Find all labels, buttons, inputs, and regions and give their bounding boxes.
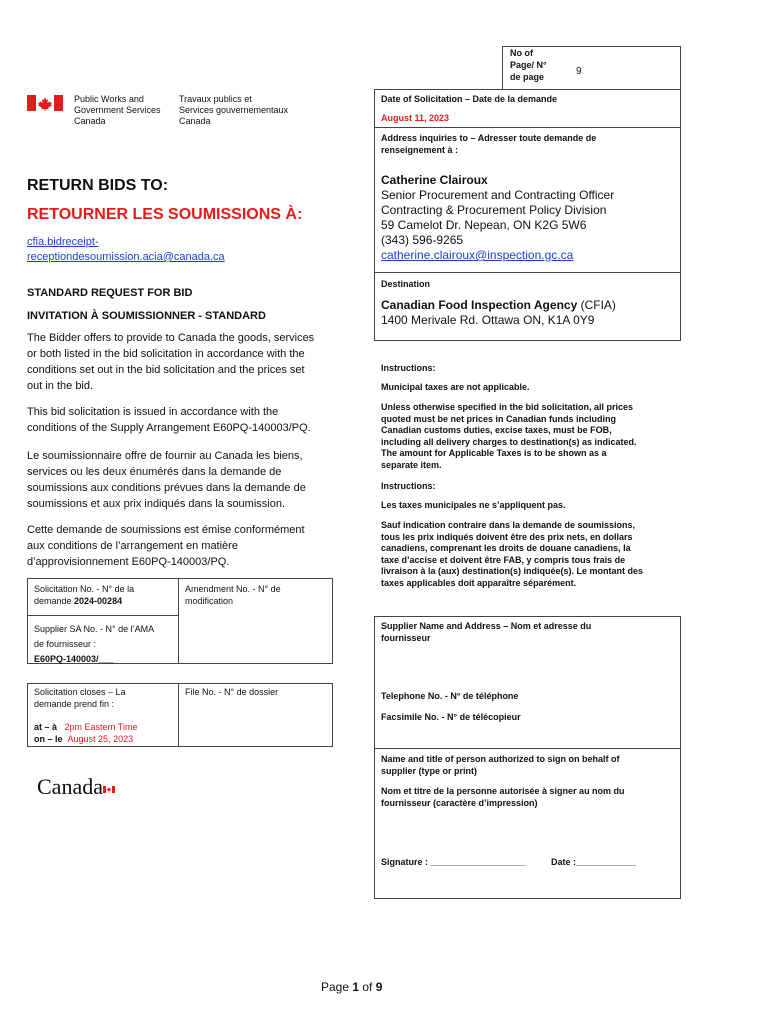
bidder-offer-en: The Bidder offers to provide to Canada the goods, services or both listed in the bid solicitation in accordance with the conditions set out in the bid solicitation and the prices set out in the bid. [27,332,315,392]
wordmark-flag-icon [103,773,115,780]
issued-accordance-fr: Cette demande de soumissions est émise conformément aux conditions de l’arrangement en matière d’approvisionnement E60PQ-140003/PQ. [27,524,305,568]
supplier-name-label: Supplier Name and Address – Nom et adresse du fournisseur [381,621,592,643]
dept-name-en: Public Works and Government Services Canada [74,94,161,126]
date-label: Date of Solicitation – Date de la demande [381,94,558,104]
solicitation-closes: Solicitation closes – La demande prend fin : [34,687,126,709]
file-number: File No. - N° de dossier [185,687,279,697]
instructions-en: Instructions: Municipal taxes are not applicable. Unless otherwise specified in the bid solicitation, all prices quoted must be net prices in Canadian funds including Canadian customs duties, excise taxes, must be FOB, including all delivery charges to destination(s) as indicated. The amount for Applicable Taxes is to be shown as a separate item. [381,363,637,470]
return-bids-fr: RETOURNER LES SOUMISSIONS À: [27,206,303,223]
issued-accordance-en: This bid solicitation is issued in accordance with the conditions of the Supply Arrangement E60PQ-140003/PQ. [27,406,311,434]
return-bids-email-link[interactable]: cfia.bidreceipt- receptiondesoumission.acia@canada.ca [27,236,225,263]
instructions-fr: Instructions: Les taxes municipales ne s’appliquent pas. Sauf indication contraire dans la demande de soumissions, tous les prix indiqués doivent être des prix nets, en dollars canadiens, comprenant les droits de douane canadiens, la taxe d’accise et doivent être FAB, y compris tous frais de livraison à la (aux) destination(s) indiquée(s). Le montant des taxes applicables doit apparaître séparément. [381,481,644,588]
bidder-offer-fr: Le soumissionnaire offre de fournir au Canada les biens, services ou les deux énumérés dans la demande de soumissions aux conditions prévues dans la demande de soumissions et aux prix indiqués dans la soumission. [27,450,306,510]
closing-time: at – à 2pm Eastern Time [34,722,138,732]
divider [178,578,179,664]
supplier-phone-label: Telephone No. - N° de téléphone [381,691,519,701]
closing-date: on – le August 25, 2023 [34,734,134,744]
inquiries-label: Address inquiries to – Adresser toute demande de renseignement à : [381,133,597,155]
divider [27,615,178,616]
solicitation-number: Solicitation No. - N° de la demande 2024-00284 [34,584,135,606]
amendment-number: Amendment No. - N° de modification [185,584,281,606]
date-value: August 11, 2023 [381,113,450,123]
authorized-person-fr: Nom et titre de la personne autorisée à signer au nom du fournisseur (caractère d’impression) [381,786,625,808]
page-count-value: 9 [576,66,582,77]
return-bids-en: RETURN BIDS TO: [27,177,169,194]
contact-email-link[interactable]: catherine.clairoux@inspection.gc.ca [381,248,574,262]
canada-wordmark: Canada [37,774,103,800]
supplier-fax-label: Facsimile No. - N° de télécopieur [381,712,521,722]
dept-name-fr: Travaux publics et Services gouvernementaux Canada [179,94,289,126]
page-count-label: No of Page/ N° de page [510,48,547,82]
divider [374,127,681,128]
signature-line: Signature : ___________________ [381,857,526,867]
divider [374,272,681,273]
destination-label: Destination [381,279,431,289]
standard-request-fr: INVITATION À SOUMISSIONNER - STANDARD [27,310,266,322]
contact-details: Senior Procurement and Contracting Officer Contracting & Procurement Policy Division 59 Camelot Dr. Nepean, ON K2G 5W6 (343) 596-9265 catherine.clairoux@inspection.gc.ca [381,188,615,262]
signature-date-line: Date :____________ [551,857,637,867]
supplier-sa-number: Supplier SA No. - N° de l’AMA de fournisseur : E60PQ-140003/___ [34,624,155,664]
authorized-person-en: Name and title of person authorized to sign on behalf of supplier (type or print) [381,754,620,776]
divider [178,683,179,747]
contact-name: Catherine Clairoux [381,173,488,187]
page-footer: Page 1 of 9 [321,980,383,994]
destination-address: 1400 Merivale Rd. Ottawa ON, K1A 0Y9 [381,313,595,327]
standard-request-en: STANDARD REQUEST FOR BID [27,287,193,299]
destination-org: Canadian Food Inspection Agency (CFIA) [381,298,616,312]
divider [374,748,681,749]
canada-flag-icon [27,95,63,111]
